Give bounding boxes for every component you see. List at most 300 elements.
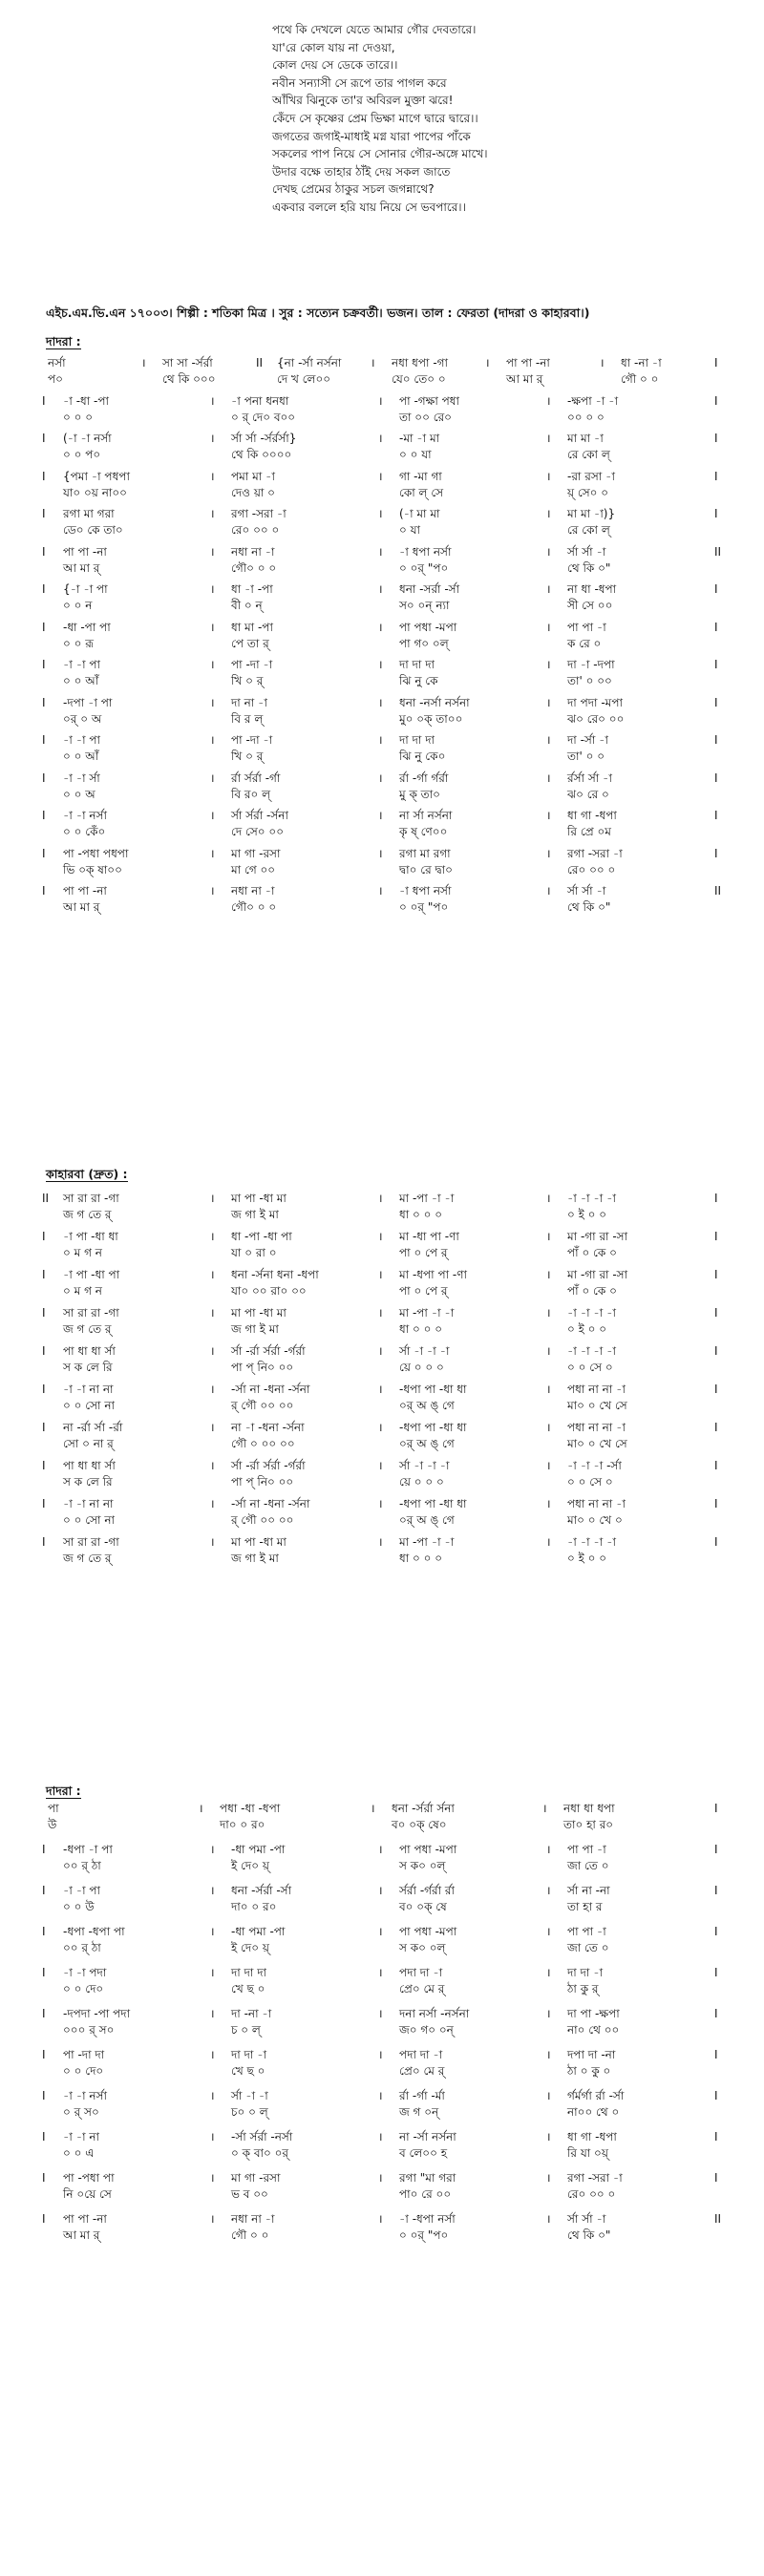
- lyric-syllables: জ গা ই মা: [231, 1552, 279, 1565]
- bar-line: ।: [378, 432, 383, 445]
- bar-line: ।: [210, 1535, 215, 1549]
- swara-group: র্সা র্সা -া: [567, 544, 606, 559]
- swara-group: নধা না -া: [231, 884, 275, 897]
- bar-line: I: [42, 1268, 46, 1281]
- swara-group: পা -দা -া: [231, 658, 273, 671]
- swara-group: -া -া -া -া: [567, 1344, 616, 1358]
- swara-group: মা -পা -া -া: [399, 1535, 455, 1549]
- swara-group: -র্সা র্সর্রা -নর্সা: [231, 2130, 293, 2143]
- lyric-syllables: সী সে ০০: [567, 599, 613, 612]
- swara-line: [38, 2088, 735, 2104]
- swara-line: [38, 620, 735, 636]
- bar-line: I: [714, 1966, 718, 1979]
- lyric-syllables: ০০ ০ ০: [567, 410, 605, 424]
- lyric-syllables: ০ ০ দে০: [63, 2064, 104, 2078]
- bar-line: ।: [378, 1535, 383, 1549]
- swara-group: -া পা -ধা পা: [63, 1268, 120, 1281]
- bar-line: I: [714, 1459, 718, 1472]
- lyric-syllables: ব০ ০ক্ ষে০: [392, 1818, 447, 1831]
- lyric-syllables: চ ০ ল্: [231, 2023, 261, 2037]
- bar-line: ।: [210, 771, 215, 785]
- bar-line: ।: [546, 544, 551, 559]
- swara-group: না -র্রা র্সা -র্রা: [63, 1421, 123, 1434]
- lyric-syllables: থে কি ০০০০: [231, 448, 292, 461]
- swara-line: [38, 355, 735, 371]
- swara-line: [38, 393, 735, 410]
- bar-line: I: [42, 2007, 46, 2020]
- notation-row: [38, 1420, 735, 1452]
- bar-line: I: [42, 1497, 46, 1510]
- bar-line: I: [42, 658, 46, 671]
- lyric-syllable-line: [38, 1283, 735, 1299]
- lyric-syllables: ০র্ অ ঙ্ গে: [399, 1399, 455, 1412]
- lyric-syllables: য়্ সে০ ০: [567, 485, 609, 499]
- bar-line: ।: [378, 2048, 383, 2061]
- lyric-syllables: গৌ ০ ০: [621, 372, 659, 386]
- bar-line: I: [714, 1344, 718, 1358]
- swara-group: ধা -না -া: [621, 356, 662, 370]
- record-info-line: এইচ.এম.ভি.এন ১৭০০৩। শিল্পী : শতিকা মিত্র । সুর : সত্যেন চক্রবর্তী। ভজন। তাল : ফেরতা (দাদরা ও কাহারবা।): [46, 306, 590, 320]
- bar-line: II: [714, 884, 722, 897]
- bar-line: I: [714, 2130, 718, 2143]
- bar-line: I: [42, 582, 46, 596]
- swara-group: পা পা -না: [63, 2212, 107, 2226]
- notation-row: [38, 1343, 735, 1376]
- lyric-syllables: রে কো ল্: [567, 448, 610, 461]
- lyric-syllables: ০ ০ কেঁ০: [63, 825, 106, 838]
- bar-line: I: [42, 469, 46, 483]
- swara-group: মা গা -রসা: [231, 846, 281, 860]
- swara-group: সা রা রা -গা: [63, 1535, 119, 1549]
- lyric-syllables: ভি ০ক্ ষা০০: [63, 862, 122, 876]
- lyric-syllables: পা প্ নি০ ০০: [231, 1361, 294, 1374]
- lyric-syllables: ০ ০র্ "প০: [399, 2228, 449, 2242]
- bar-line: ।: [378, 1192, 383, 1205]
- swara-group: দা -র্সা -া: [567, 733, 609, 747]
- lyric-syllables: পা ০ পে র্: [399, 1284, 448, 1298]
- swara-line: [38, 1496, 735, 1512]
- lyric-syllable-line: [38, 371, 735, 388]
- swara-group: -ধা পমা -পা: [231, 1843, 286, 1856]
- notation-row: [38, 1496, 735, 1529]
- lyric-syllables: ব লে০০ হ: [399, 2146, 448, 2160]
- lyric-syllables: ঝি নু কে: [399, 674, 438, 687]
- lyric-syllables: খি ০ র্: [231, 750, 264, 763]
- bar-line: I: [714, 809, 718, 822]
- bar-line: I: [42, 733, 46, 747]
- swara-line: [38, 1842, 735, 1858]
- lyric-syllables: পা ০ পে র্: [399, 1246, 448, 1259]
- bar-line: ।: [210, 809, 215, 822]
- swara-line: [38, 544, 735, 560]
- lyric-syllable-line: [38, 2145, 735, 2162]
- bar-line: ।: [210, 469, 215, 483]
- swara-group: র্সা -র্রা র্সর্রা -র্গর্রা: [231, 1459, 306, 1472]
- lyric-syllables: মা০ ০ খে সে: [567, 1437, 627, 1450]
- bar-line: I: [42, 2089, 46, 2102]
- bar-line: I: [714, 620, 718, 634]
- bar-line: ।: [546, 2171, 551, 2185]
- lyric-syllable-line: [38, 2228, 735, 2244]
- lyric-syllables: রে০ ০০ ০: [567, 2187, 616, 2201]
- lyric-syllable-line: [38, 2186, 735, 2203]
- lyric-syllables: দে সে০ ০০: [231, 825, 285, 838]
- swara-group: মা -ধা পা -ণা: [399, 1230, 459, 1243]
- swara-group: -া -া পা: [63, 658, 101, 671]
- lyric-syllables: ০ যা: [399, 523, 421, 537]
- swara-group: পা -পধা পা: [63, 2171, 115, 2185]
- bar-line: ।: [546, 658, 551, 671]
- swara-group: ধা -া -পা: [231, 582, 273, 596]
- bar-line: ।: [378, 1966, 383, 1979]
- swara-group: সা রা রা -গা: [63, 1192, 119, 1205]
- bar-line: ।: [378, 620, 383, 634]
- bar-line: I: [714, 771, 718, 785]
- bar-line: ।: [210, 2171, 215, 2185]
- bar-line: I: [714, 2089, 718, 2102]
- lyric-line: আঁখির ঝিনুকে তা'র অবিরল মুক্তা ঝরে!: [272, 94, 454, 108]
- bar-line: ।: [210, 2212, 215, 2226]
- lyric-syllables: ই দে০ য়্: [231, 1859, 269, 1872]
- lyric-syllables: বী ০ ন্: [231, 599, 263, 612]
- lyric-syllable-line: [38, 1474, 735, 1490]
- swara-group: পা পা -া: [567, 1925, 606, 1938]
- swara-group: পা পা -া: [567, 620, 606, 634]
- swara-group: দা না -া: [231, 695, 267, 709]
- swara-group: -ধা পমা -পা: [231, 1925, 286, 1938]
- swara-group: মা -গা রা -সা: [567, 1230, 628, 1243]
- bar-line: ।: [546, 1884, 551, 1897]
- bar-line: ।: [378, 393, 383, 408]
- lyric-syllables: ০ ম গ ন: [63, 1246, 102, 1259]
- notation-row: [38, 1883, 735, 1915]
- section-title: [46, 1167, 128, 1186]
- bar-line: ।: [210, 2089, 215, 2102]
- lyric-syllables: দে খ লে০০: [277, 372, 331, 386]
- lyric-syllables: উ: [48, 1818, 57, 1831]
- lyric-syllables: ভ ব ০০: [231, 2187, 268, 2201]
- swara-group: নর্সা: [48, 356, 66, 370]
- lyric-syllables: তা' ০ ০: [567, 750, 605, 763]
- swara-group: -র্সা না -ধনা -র্সনা: [231, 1383, 310, 1396]
- swara-group: ধা গা -ধপা: [567, 809, 617, 822]
- swara-group: পা পা -া: [567, 1843, 606, 1856]
- swara-group: দনা নর্সা -নর্সনা: [399, 2007, 470, 2020]
- bar-line: ।: [546, 507, 551, 520]
- bar-line: ।: [378, 1925, 383, 1938]
- lyric-line: যা'রে কোল যায় না দেওয়া,: [272, 40, 395, 54]
- bar-line: ।: [546, 2212, 551, 2226]
- swara-group: র্সা র্সা -র্সর্রর্সা}: [231, 432, 297, 445]
- lyric-syllables: ০ ম গ ন: [63, 1284, 102, 1298]
- lyric-syllables: ক রে ০: [567, 636, 602, 650]
- bar-line: ।: [210, 2007, 215, 2020]
- bar-line: ।: [378, 544, 383, 559]
- swara-line: [38, 431, 735, 447]
- swara-group: পা: [48, 1802, 59, 1815]
- swara-group: পদা দা -া: [399, 2048, 443, 2061]
- swara-group: ধনা -সর্রা -র্সা: [399, 582, 460, 596]
- swara-line: [38, 1267, 735, 1283]
- swara-group: মা -পা -া -া: [399, 1192, 455, 1205]
- swara-group: দা -না -া: [231, 2007, 272, 2020]
- lyric-syllables: মু ক্ তা০: [399, 787, 440, 801]
- lyric-syllable-line: [38, 899, 735, 916]
- lyric-syllable-line: [38, 560, 735, 577]
- swara-group: ধা গা -ধপা: [567, 2130, 617, 2143]
- swara-group: র্সা -া -া -া: [399, 1459, 450, 1472]
- bar-line: II: [714, 544, 722, 559]
- swara-group: না ধা -ধপা: [567, 582, 617, 596]
- swara-group: নধা না -া: [231, 2212, 275, 2226]
- swara-group: রগা -সরা -া: [567, 846, 623, 860]
- notation-row: [38, 1267, 735, 1299]
- swara-group: পা -দা -া: [231, 733, 273, 747]
- swara-group: -ধা -পা পা: [63, 620, 111, 634]
- bar-line: ।: [546, 1306, 551, 1320]
- bar-line: I: [42, 846, 46, 860]
- lyric-syllable-line: [38, 787, 735, 803]
- bar-line: ।: [378, 469, 383, 483]
- lyric-syllables: যা ০ রা ০: [231, 1246, 277, 1259]
- notation-row: [38, 2047, 735, 2080]
- bar-line: ।: [378, 1459, 383, 1472]
- notation-row: [38, 883, 735, 916]
- swara-line: [38, 1534, 735, 1551]
- bar-line: ।: [546, 1383, 551, 1396]
- lyric-syllables: খি ০ র্: [231, 674, 264, 687]
- lyric-syllables: ধা ০ ০ ০: [399, 1208, 443, 1221]
- swara-group: -মা -া মা: [399, 432, 440, 445]
- swara-line: [38, 1420, 735, 1436]
- bar-line: ।: [210, 1459, 215, 1472]
- lyric-syllables: না০ থে ০০: [567, 2023, 620, 2037]
- lyric-syllable-line: [38, 673, 735, 689]
- lyric-syllables: জা তে ০: [567, 1859, 609, 1872]
- lyric-syllables: ধা ০ ০ ০: [399, 1322, 443, 1336]
- notation-row: [38, 695, 735, 728]
- lyric-syllables: খে ছ ০: [231, 2064, 265, 2078]
- notation-row: [38, 2211, 735, 2244]
- bar-line: II: [42, 1192, 50, 1205]
- lyric-syllable-line: [38, 711, 735, 728]
- lyric-syllables: থে কি ০": [567, 560, 611, 575]
- lyric-line: নবীন সন্যাসী সে রূপে তার পাগল করে: [272, 75, 447, 90]
- bar-line: I: [42, 507, 46, 520]
- bar-line: ।: [378, 1497, 383, 1510]
- swara-group: দা পদা -মপা: [567, 695, 623, 709]
- lyric-syllables: ০ ০ ০: [63, 410, 94, 424]
- lyric-syllables: ০০ র্ ঠা: [63, 1859, 101, 1872]
- lyric-syllables: ডে০ কে তা০: [63, 523, 123, 537]
- swara-group: নধা না -া: [231, 544, 275, 559]
- bar-line: I: [714, 393, 718, 408]
- notation-row: [38, 469, 735, 501]
- swara-group: র্সর্রা -র্গর্রা র্রা: [399, 1884, 455, 1897]
- bar-line: ।: [210, 695, 215, 709]
- lyric-syllable-line: [38, 1321, 735, 1338]
- bar-line: I: [714, 1383, 718, 1396]
- bar-line: ।: [210, 1925, 215, 1938]
- bar-line: ।: [546, 846, 551, 860]
- lyric-syllables: য়ে ০ ০ ০: [399, 1475, 444, 1489]
- swara-group: -া পনা ধনধা: [231, 393, 289, 408]
- bar-line: ।: [378, 1383, 383, 1396]
- swara-line: [38, 1458, 735, 1474]
- bar-line: ।: [371, 356, 375, 370]
- lyric-syllables: প০: [48, 372, 63, 386]
- bar-line: ।: [546, 1421, 551, 1434]
- lyric-syllables: ধা ০ ০ ০: [399, 1552, 443, 1565]
- bar-line: I: [714, 469, 718, 483]
- bar-line: I: [714, 1535, 718, 1549]
- lyric-syllable-line: [38, 862, 735, 878]
- bar-line: I: [42, 2130, 46, 2143]
- lyric-syllables: যা০ ০য় না০০: [63, 485, 127, 499]
- lyric-syllables: ই দে০ য়্: [231, 1941, 269, 1954]
- bar-line: ।: [210, 846, 215, 860]
- lyric-syllable-line: [38, 636, 735, 652]
- lyric-line: দেখছ প্রেমের ঠাকুর সচল জগন্নাথে?: [272, 182, 435, 197]
- bar-line: ।: [378, 846, 383, 860]
- swara-group: পধা না না -া: [567, 1497, 626, 1510]
- swara-group: ধনা -নর্সা নর্সনা: [399, 695, 470, 709]
- swara-group: না -া -ধনা -র্সনা: [231, 1421, 305, 1434]
- lyric-syllables: নি ০য়ে সে: [63, 2187, 112, 2201]
- lyric-syllables: পা প্ নি০ ০০: [231, 1475, 294, 1489]
- lyric-syllables: ০র্ অ ঙ্ গে: [399, 1513, 455, 1527]
- bar-line: I: [42, 1383, 46, 1396]
- lyric-syllables: দা০ ০ র০: [231, 1900, 277, 1913]
- bar-line: I: [714, 1306, 718, 1320]
- swara-group: র্রা -র্গা র্গর্রা: [399, 771, 449, 785]
- swara-line: [38, 469, 735, 485]
- swara-group: র্সা -র্রা র্সর্রা -র্গর্রা: [231, 1344, 306, 1358]
- swara-group: (-া মা মা: [399, 507, 440, 520]
- lyric-syllables: ০র্ অ ঙ্ গে: [399, 1437, 455, 1450]
- swara-group: -া ধপা নর্সা: [399, 544, 452, 559]
- bar-line: I: [714, 1192, 718, 1205]
- lyric-syllables: দ্বা০ রে দ্বা০: [399, 862, 453, 876]
- bar-line: ।: [546, 1925, 551, 1938]
- notation-row: [38, 544, 735, 577]
- swara-group: সা রা রা -গা: [63, 1306, 119, 1320]
- swara-group: সা সা -র্সর্রা: [162, 356, 213, 370]
- swara-group: -া -া না: [63, 2130, 100, 2143]
- bar-line: I: [714, 2007, 718, 2020]
- bar-line: I: [714, 1884, 718, 1897]
- bar-line: ।: [546, 1535, 551, 1549]
- swara-group: -ক্ষপা -া -া: [567, 393, 619, 408]
- swara-line: [38, 1191, 735, 1207]
- lyric-syllables: রি যা ০য়্: [567, 2146, 608, 2160]
- bar-line: ।: [378, 695, 383, 709]
- swara-group: পদা দা -া: [399, 1966, 443, 1979]
- lyric-syllables: সো ০ না র্: [63, 1437, 114, 1450]
- lyric-syllables: ০ ০ উ: [63, 1900, 95, 1913]
- lyric-syllables: খে ছ ০: [231, 1982, 265, 1995]
- swara-group: পা -পধা পধপা: [63, 846, 129, 860]
- bar-line: ।: [378, 1230, 383, 1243]
- lyric-syllables: ০০০ র্ স০: [63, 2023, 115, 2037]
- lyric-syllables: তা০ হা র০: [563, 1818, 614, 1831]
- lyric-syllable-line: [38, 1940, 735, 1956]
- lyric-syllable-line: [38, 485, 735, 501]
- swara-line: [38, 2211, 735, 2228]
- swara-group: -দপা -া পা: [63, 695, 113, 709]
- lyric-syllables: ০ ক্ বা০ ০র্: [231, 2146, 289, 2160]
- bar-line: ।: [378, 1884, 383, 1897]
- swara-line: [38, 657, 735, 673]
- section-title: [46, 334, 81, 353]
- lyric-syllables: ০ ০ ন: [63, 599, 93, 612]
- bar-line: ।: [210, 1230, 215, 1243]
- bar-line: ।: [546, 1344, 551, 1358]
- bar-line: I: [42, 1344, 46, 1358]
- bar-line: II: [256, 356, 264, 370]
- section-title-text: দাদরা :: [46, 1784, 81, 1798]
- bar-line: ।: [210, 1497, 215, 1510]
- notation-row: [38, 1191, 735, 1223]
- notation-row: [38, 620, 735, 652]
- swara-group: র্সা র্সা -া: [567, 884, 606, 897]
- swara-group: -ধপা -ধপা পা: [63, 1925, 125, 1938]
- bar-line: ।: [546, 432, 551, 445]
- lyric-syllables: র্ গৌ ০০ ০০: [231, 1513, 294, 1527]
- lyric-syllables: ০ র্ দে০ ব০০: [231, 410, 296, 424]
- swara-group: পা -গক্ষা পধা: [399, 393, 460, 408]
- swara-group: -ধপা পা -ধা ধা: [399, 1383, 467, 1396]
- bar-line: ।: [210, 582, 215, 596]
- notation-row: [38, 506, 735, 538]
- bar-line: ।: [600, 356, 605, 370]
- notation-row: [38, 1924, 735, 1956]
- lyric-syllables: ০ ০ আঁ: [63, 750, 99, 763]
- swara-line: [38, 1229, 735, 1245]
- bar-line: ।: [542, 1802, 547, 1815]
- lyric-line: একবার বললে হরি যায় নিয়ে সে ভবপারে।।: [272, 200, 466, 214]
- swara-group: র্সা -া -া: [231, 2089, 268, 2102]
- bar-line: ।: [210, 544, 215, 559]
- lyric-syllable-line: [38, 1858, 735, 1874]
- lyric-syllable-line: [38, 1360, 735, 1376]
- lyric-syllables: পা গ০ ০ল্: [399, 636, 449, 650]
- bar-line: ।: [546, 2007, 551, 2020]
- lyric-syllables: প্রে০ মে র্: [399, 1982, 445, 1995]
- lyric-syllables: থে কি ০০০: [162, 372, 216, 386]
- swara-group: -া -া পা: [63, 1884, 101, 1897]
- swara-group: পা -দা দা: [63, 2048, 105, 2061]
- song-lyrics: [272, 21, 673, 217]
- swara-group: দা দা দা: [399, 658, 435, 671]
- bar-line: ।: [378, 771, 383, 785]
- bar-line: I: [42, 544, 46, 559]
- swara-group: -া -া নর্সা: [63, 2089, 107, 2102]
- lyric-syllables: জ গ তে র্: [63, 1552, 112, 1565]
- lyric-syllables: আ মা র্: [63, 560, 100, 575]
- lyric-syllables: ঝ০ রে০ ০০: [567, 711, 625, 726]
- lyric-syllables: থে কি ০": [567, 2228, 611, 2242]
- lyric-syllables: চ০ ০ ল্: [231, 2105, 268, 2119]
- swara-line: [38, 1343, 735, 1360]
- lyric-syllable-line: [38, 1551, 735, 1567]
- lyric-syllable-line: [38, 1398, 735, 1414]
- swara-group: পা পা -না: [506, 356, 550, 370]
- bar-line: I: [714, 1497, 718, 1510]
- notation-row: [38, 657, 735, 689]
- bar-line: I: [42, 695, 46, 709]
- swara-group: ধনা -র্সনা ধনা -ধপা: [231, 1268, 319, 1281]
